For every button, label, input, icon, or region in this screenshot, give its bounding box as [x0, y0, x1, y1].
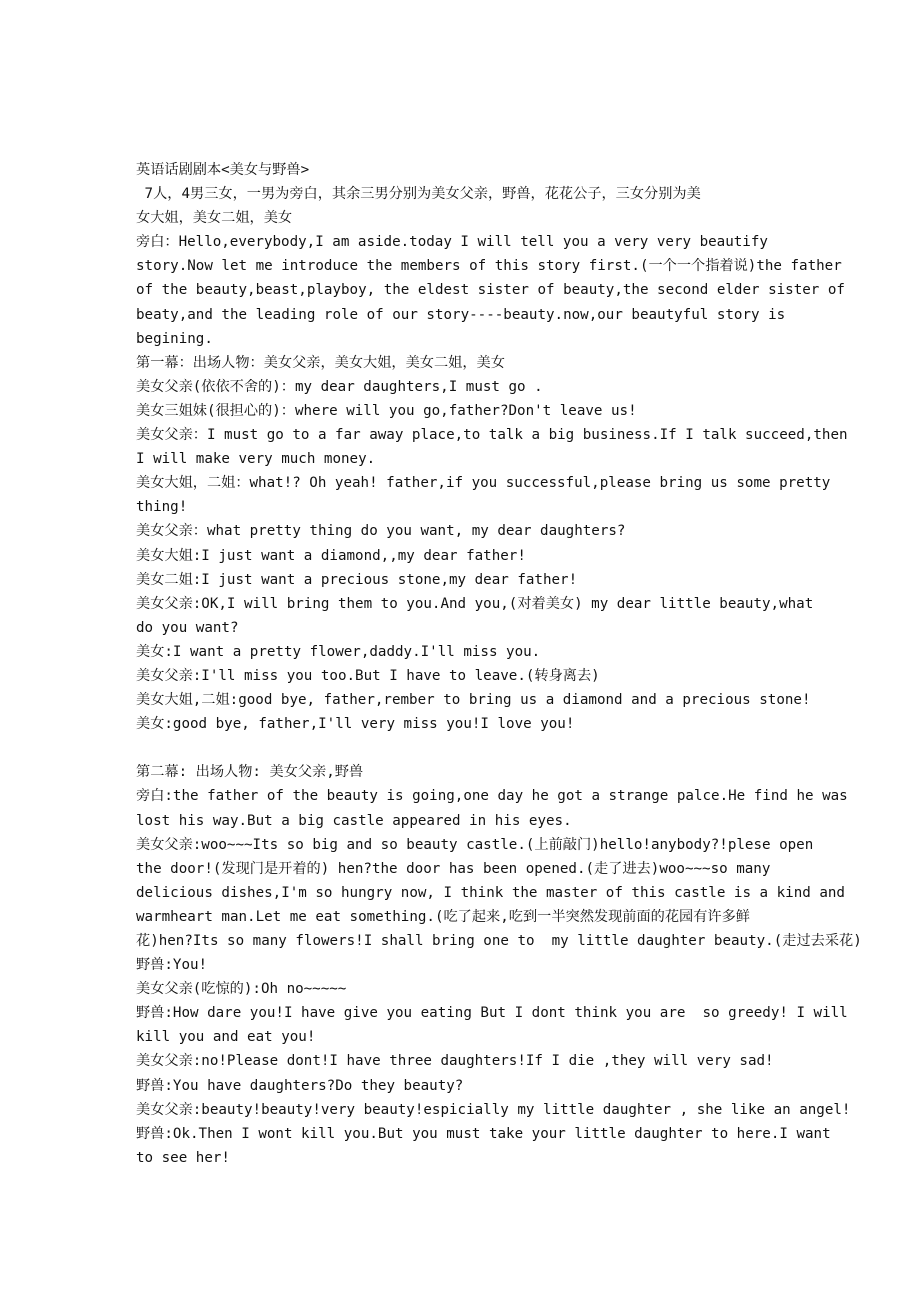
text-line: 第二幕: 出场人物: 美女父亲,野兽 [136, 764, 364, 781]
text-line: lost his way.But a big castle appeared in his eyes. [136, 812, 572, 829]
text-line: 野兽:You! [136, 957, 208, 974]
text-line: 美女父亲:I'll miss you too.But I have to leave.(转身离去) [136, 667, 600, 684]
text-line: 美女父亲:OK,I will bring them to you.And you,(对着美女) my dear little beauty,what [136, 595, 814, 612]
text-line: I will make very much money. [136, 451, 376, 468]
text-line: the door!(发现门是开着的) hen?the door has been opened.(走了进去)woo~~~so many [136, 860, 771, 877]
text-line: kill you and eat you! [136, 1029, 316, 1046]
text-line: to see her! [136, 1149, 230, 1166]
text-line: 野兽:You have daughters?Do they beauty? [136, 1077, 464, 1094]
text-line: 女大姐，美女二姐，美女 [136, 210, 293, 227]
text-line: 美女父亲(依依不舍的)：my dear daughters,I must go . [136, 378, 543, 395]
text-line: 英语话剧剧本<美女与野兽> [136, 162, 310, 178]
text-line: 美女父亲：I must go to a far away place,to talk a big business.If I talk succeed,then [136, 427, 848, 444]
text-line: 美女父亲:no!Please dont!I have three daughters!If I die ,they will very sad! [136, 1053, 774, 1070]
text-line: do you want? [136, 619, 239, 636]
text-line: of the beauty,beast,playboy, the eldest sister of beauty,the second elder sister of [136, 282, 845, 299]
text-line: story.Now let me introduce the members of this story first.(一个一个指着说)the father [136, 258, 842, 275]
text-line: 旁白：Hello,everybody,I am aside.today I will tell you a very very beautify [136, 234, 768, 251]
text-line: 野兽:How dare you!I have give you eating But I dont think you are so greedy! I will [136, 1005, 848, 1022]
script-document [136, 158, 862, 1170]
text-line: 美女父亲:woo~~~Its so big and so beauty castle.(上前敲门)hello!anybody?!plese open [136, 836, 814, 853]
text-line: delicious dishes,I'm so hungry now, I think the master of this castle is a kind and [136, 884, 845, 901]
text-line: 旁白:the father of the beauty is going,one day he got a strange palce.He find he was [136, 788, 848, 805]
text-line: 美女:I want a pretty flower,daddy.I'll miss you. [136, 643, 541, 660]
text-line: 美女父亲:beauty!beauty!very beauty!espicially my little daughter , she like an angel! [136, 1101, 851, 1118]
text-line: 美女:good bye, father,I'll very miss you!I love you! [136, 716, 575, 733]
text-line: 美女大姐:I just want a diamond,,my dear father! [136, 547, 526, 564]
text-line: 花)hen?Its so many flowers!I shall bring one to my little daughter beauty.(走过去采花) [136, 933, 862, 949]
blank-line [136, 736, 836, 760]
text-line: begining. [136, 330, 213, 347]
text-line: beaty,and the leading role of our story----beauty.now,our beautyful story is [136, 306, 786, 323]
text-line: 美女父亲：what pretty thing do you want, my dear daughters? [136, 523, 626, 540]
text-line: 美女父亲(吃惊的):Oh no~~~~~ [136, 981, 347, 998]
text-line: thing! [136, 499, 188, 516]
text-line: 美女大姐，二姐：what!? Oh yeah! father,if you successful,please bring us some pretty [136, 475, 831, 492]
text-line: 美女二姐:I just want a precious stone,my dear father! [136, 571, 578, 588]
text-line: 7人，4男三女，一男为旁白，其余三男分别为美女父亲，野兽，花花公子，三女分别为美 [136, 186, 701, 203]
text-line: warmheart man.Let me eat something.(吃了起来,吃到一半突然发现前面的花园有许多鲜 [136, 908, 750, 925]
text-line: 第一幕：出场人物：美女父亲，美女大姐，美女二姐，美女 [136, 354, 505, 371]
text-line: 美女大姐,二姐:good bye, father,rember to bring us a diamond and a precious stone! [136, 692, 811, 709]
text-line: 野兽:Ok.Then I wont kill you.But you must take your little daughter to here.I want [136, 1125, 831, 1142]
text-line: 美女三姐妹(很担心的)：where will you go,father?Don't leave us! [136, 402, 637, 419]
